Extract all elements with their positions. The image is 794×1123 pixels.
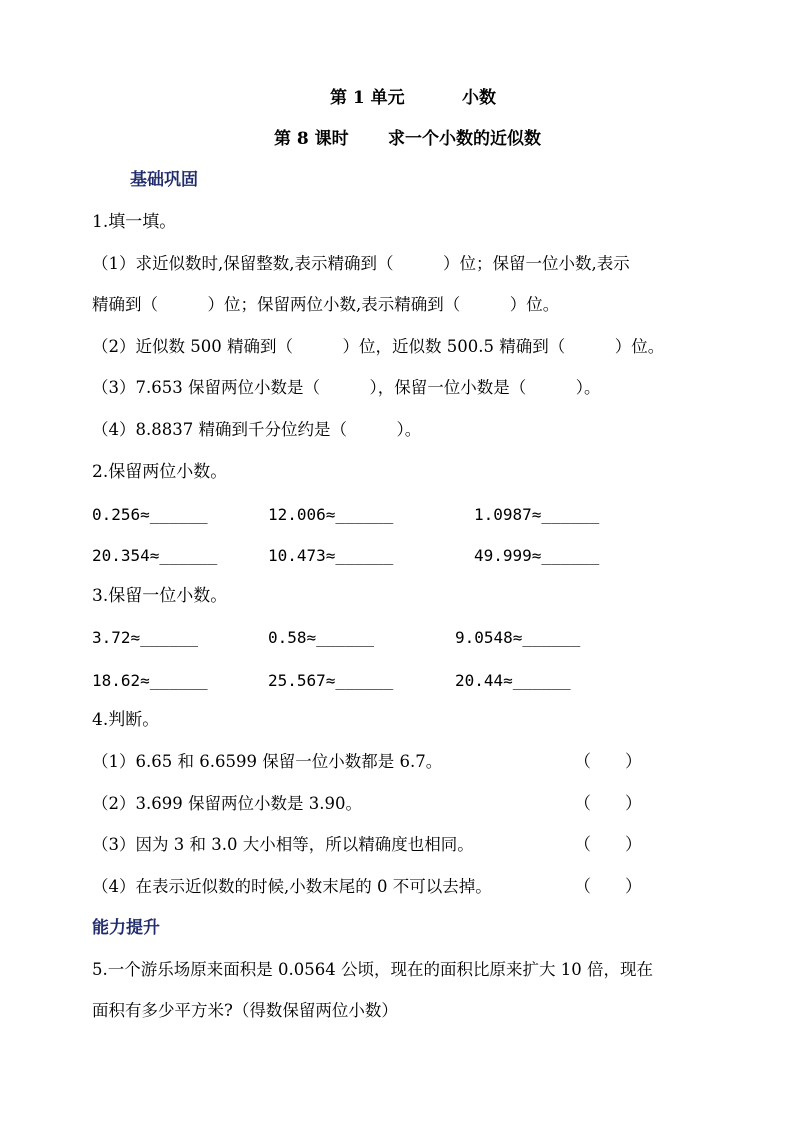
- q2-item: 20.354≈______: [92, 546, 218, 565]
- q2-item: 1.0987≈______: [474, 505, 600, 524]
- q4-item: （1）6.65 和 6.6599 保留一位小数都是 6.7。: [92, 752, 443, 771]
- lesson-label: 第 8 课时: [274, 129, 349, 149]
- q3-title: 3.保留一位小数。: [92, 586, 228, 606]
- q1-title: 1.填一填。: [92, 212, 177, 232]
- q1-part4: （4）8.8837 精确到千分位约是（ ）。: [92, 420, 422, 439]
- section-basic-heading: 基础巩固: [130, 170, 198, 190]
- q3-item: 20.44≈______: [455, 671, 571, 690]
- q3-item: 25.567≈______: [268, 671, 394, 690]
- q5-line1: 5.一个游乐场原来面积是 0.0564 公顷，现在的面积比原来扩大 10 倍，现在: [92, 960, 653, 979]
- q4-answer-bracket: （ ）: [574, 752, 642, 772]
- lesson-topic: 求一个小数的近似数: [388, 129, 541, 149]
- q1-part1-line1: （1）求近似数时,保留整数,表示精确到（ ）位；保留一位小数,表示: [92, 254, 630, 273]
- q1-part1-line2: 精确到（ ）位；保留两位小数,表示精确到（ ）位。: [92, 295, 560, 314]
- section-ability-heading: 能力提升: [92, 918, 160, 938]
- q1-part2: （2）近似数 500 精确到（ ）位，近似数 500.5 精确到（ ）位。: [92, 337, 665, 356]
- unit-topic: 小数: [462, 88, 496, 108]
- q2-title: 2.保留两位小数。: [92, 462, 228, 482]
- q2-item: 49.999≈______: [474, 546, 600, 565]
- q4-item: （2）3.699 保留两位小数是 3.90。: [92, 794, 362, 813]
- q4-answer-bracket: （ ）: [574, 835, 642, 855]
- q4-title: 4.判断。: [92, 710, 160, 730]
- q4-answer-bracket: （ ）: [574, 877, 642, 897]
- q3-item: 9.0548≈______: [455, 628, 581, 647]
- q2-item: 12.006≈______: [268, 505, 394, 524]
- q4-item: （3）因为 3 和 3.0 大小相等，所以精确度也相同。: [92, 835, 474, 854]
- q1-part3: （3）7.653 保留两位小数是（ ），保留一位小数是（ ）。: [92, 378, 601, 397]
- q3-item: 3.72≈______: [92, 628, 198, 647]
- q4-item: （4）在表示近似数的时候,小数末尾的 0 不可以去掉。: [92, 877, 492, 896]
- q4-answer-bracket: （ ）: [574, 794, 642, 814]
- q3-item: 18.62≈______: [92, 671, 208, 690]
- q2-item: 0.256≈______: [92, 505, 208, 524]
- unit-label: 第 1 单元: [330, 88, 405, 108]
- q2-item: 10.473≈______: [268, 546, 394, 565]
- q5-line2: 面积有多少平方米?（得数保留两位小数）: [92, 1001, 398, 1020]
- q3-item: 0.58≈______: [268, 628, 374, 647]
